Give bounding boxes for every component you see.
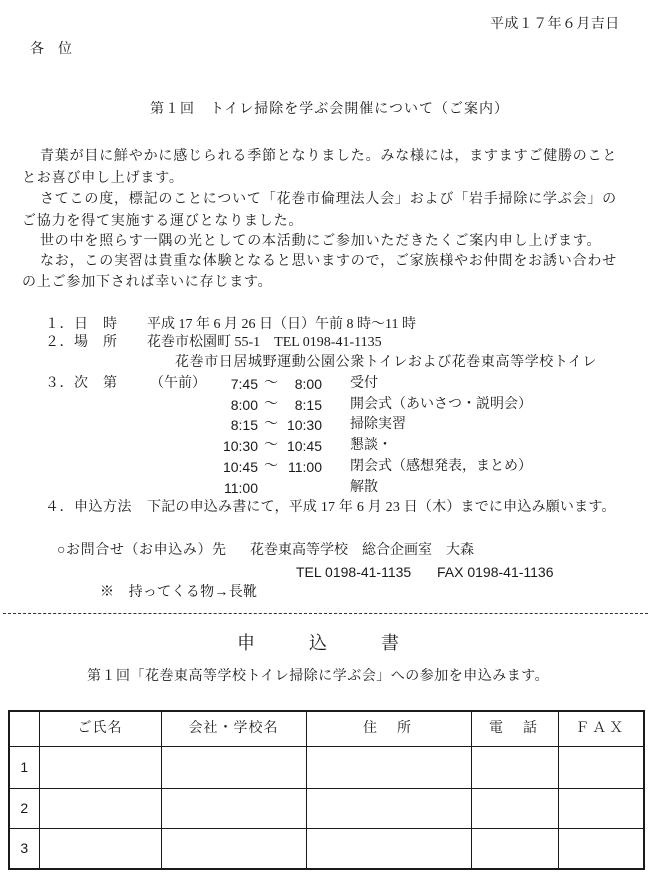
body-line: なお，この実習は貴重な体験となると思いますので，ご家族様やお仲間をお誘い合わせ — [40, 254, 617, 269]
schedule-end-time: 10:30 — [286, 417, 322, 433]
body-line: 世の中を照らす一隅の光としての本活動にご参加いただきたくご案内申し上げます。 — [40, 234, 602, 249]
fax-cell — [558, 746, 644, 788]
schedule-start-time: 8:00 — [230, 397, 258, 413]
application-table — [8, 710, 645, 870]
column-header-phone — [471, 711, 558, 746]
schedule-start-time: 10:30 — [222, 438, 258, 454]
schedule-row — [0, 481, 560, 495]
column-header-label: ＦＡＸ — [575, 720, 627, 736]
body-line: さてこの度，標記のことについて「花巻市倫理法人会」および「岩手掃除に学ぶ会」の — [40, 192, 617, 207]
organization-cell — [161, 788, 306, 828]
bring-items-note: ※ 持ってくる物→長靴 — [100, 585, 258, 600]
column-header-name — [39, 711, 161, 746]
column-header-organization — [161, 711, 306, 746]
address-cell — [306, 828, 471, 869]
schedule-period: （午前） — [150, 376, 206, 391]
contact-tel: TEL 0198-41-1135 — [296, 564, 412, 580]
table-header-row — [9, 711, 644, 746]
row-number: 3 — [9, 828, 39, 869]
contact-fax: FAX 0198-41-1136 — [437, 564, 554, 580]
phone-cell — [471, 788, 558, 828]
fax-cell — [558, 788, 644, 828]
schedule-row — [0, 398, 560, 412]
schedule-row — [0, 377, 560, 391]
item-label-schedule: ３．次 第 — [45, 376, 118, 391]
address-cell — [306, 746, 471, 788]
name-cell — [39, 828, 161, 869]
form-subtitle: 第１回「花巻東高等学校トイレ掃除に学ぶ会」への参加を申込みます。 — [87, 669, 550, 684]
schedule-end-time: 8:15 — [294, 397, 322, 413]
phone-cell — [471, 828, 558, 869]
schedule-row — [0, 460, 560, 474]
schedule-separator: ～ — [264, 397, 278, 412]
addressee: 各 位 — [30, 42, 72, 57]
organization-cell — [161, 746, 306, 788]
column-header-fax — [558, 711, 644, 746]
schedule-separator: ～ — [264, 417, 278, 432]
schedule-start-time: 7:45 — [230, 376, 258, 392]
item-value-datetime: 平成 17 年 6 月 26 日（日）午前 8 時～11 時 — [147, 317, 416, 332]
form-title: 申 込 書 — [237, 633, 405, 653]
schedule-event: 受付 — [350, 376, 378, 391]
schedule-separator: ～ — [264, 438, 278, 453]
schedule-end-time: 8:00 — [294, 376, 322, 392]
schedule-row — [0, 418, 560, 432]
body-line: ご協力を得て実施する運びとなりました。 — [22, 214, 304, 229]
name-cell — [39, 788, 161, 828]
schedule-separator: ～ — [264, 376, 278, 391]
address-cell — [306, 788, 471, 828]
table-row — [9, 788, 644, 828]
item-value-application: 下記の申込み書にて，平成 17 年 6 月 23 日（木）までに申込み願います。 — [147, 500, 616, 515]
name-cell — [39, 746, 161, 788]
row-number: 2 — [9, 788, 39, 828]
row-number: 1 — [9, 746, 39, 788]
column-header-address — [306, 711, 471, 746]
schedule-start-time: 8:15 — [230, 417, 258, 433]
cut-line — [3, 613, 648, 614]
schedule-end-time: 10:45 — [286, 438, 322, 454]
column-header-number — [9, 711, 39, 746]
schedule-event: 開会式（あいさつ・説明会） — [350, 397, 532, 412]
column-header-label: ご氏名 — [77, 720, 123, 736]
schedule-event: 閉会式（感想発表，まとめ） — [350, 459, 532, 474]
schedule-row — [0, 439, 560, 453]
column-header-label: 電 話 — [489, 720, 540, 736]
body-line: の上ご参加下されば幸いに存じます。 — [22, 275, 273, 290]
notice-title: 第１回 トイレ掃除を学ぶ会開催について（ご案内） — [150, 102, 510, 117]
contact-label: ○お問合せ（お申込み）先 — [57, 543, 227, 558]
item-label-datetime: １．日 時 — [45, 317, 118, 332]
issue-date: 平成１７年６月吉日 — [490, 17, 620, 32]
table-row — [9, 828, 644, 869]
phone-cell — [471, 746, 558, 788]
item-value-place: 花巻市松園町 55-1 TEL 0198-41-1135 — [147, 335, 382, 350]
schedule-start-time: 11:00 — [224, 480, 258, 496]
fax-cell — [558, 828, 644, 869]
schedule-event: 解散 — [350, 480, 378, 495]
organization-cell — [161, 828, 306, 869]
schedule-event: 掃除実習 — [350, 417, 406, 432]
item-value-place-detail: 花巻市日居城野運動公園公衆トイレおよび花巻東高等学校トイレ — [175, 355, 597, 370]
schedule-separator: ～ — [264, 459, 278, 474]
column-header-label: 住 所 — [363, 720, 414, 736]
table-row — [9, 746, 644, 788]
schedule-event: 懇談・ — [350, 438, 392, 453]
schedule-start-time: 10:45 — [222, 459, 258, 475]
column-header-label: 会社・学校名 — [188, 720, 279, 736]
schedule-end-time: 11:00 — [288, 459, 322, 475]
item-label-application: ４．申込方法 — [45, 500, 132, 515]
item-label-place: ２．場 所 — [45, 335, 118, 350]
contact-organization: 花巻東高等学校 総合企画室 大森 — [250, 543, 474, 558]
body-line: とお喜び申し上げます。 — [22, 171, 184, 186]
body-line: 青葉が目に鮮やかに感じられる季節となりました。みな様には，ますますご健勝のこと — [40, 149, 618, 164]
